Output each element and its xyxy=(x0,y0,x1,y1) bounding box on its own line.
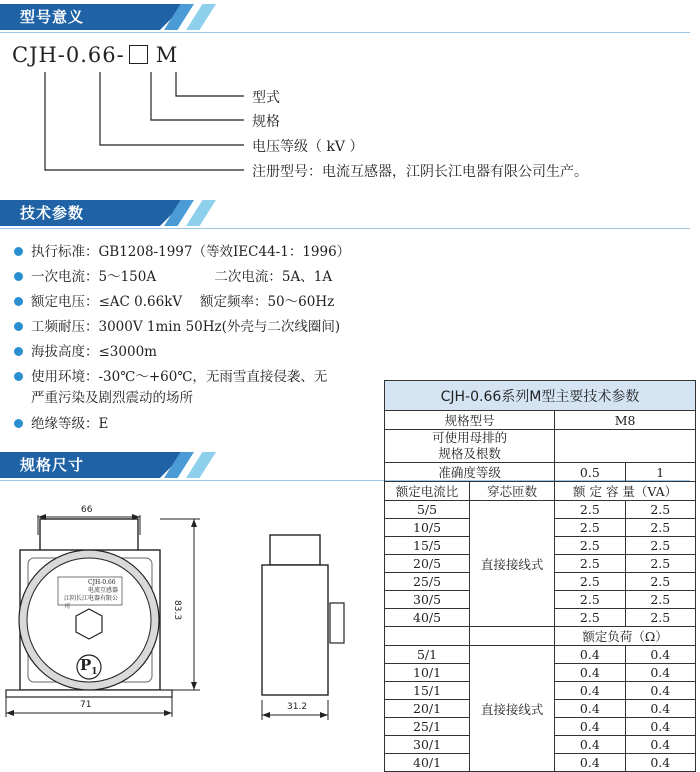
label-spec: 规格 xyxy=(252,114,280,130)
spec-item: 海拔高度：≤3000m xyxy=(14,340,157,360)
cell: 额定负荷（Ω） xyxy=(555,627,696,646)
cell: 15/1 xyxy=(385,682,470,700)
cell: 2.5 xyxy=(625,609,695,627)
terminal-p1: $P_1$ xyxy=(80,656,98,677)
bullet-icon xyxy=(14,372,23,381)
cell: 0.4 xyxy=(625,736,695,754)
dim-height: 83.3 xyxy=(172,600,182,621)
cell: 0.4 xyxy=(625,718,695,736)
cell: 规格型号 xyxy=(385,411,555,430)
spec-item: 额定电压：≤AC 0.66kV 额定频率：50～60Hz xyxy=(14,290,334,310)
model-prefix: CJH-0.66- xyxy=(12,43,125,67)
cell: 0.4 xyxy=(555,664,625,682)
cell: 25/5 xyxy=(385,573,470,591)
cell: 10/5 xyxy=(385,519,470,537)
cell: 40/5 xyxy=(385,609,470,627)
cell: 2.5 xyxy=(625,573,695,591)
spec-item: 使用环境：-30℃～+60℃，无雨雪直接侵袭、无 xyxy=(14,365,327,385)
label-type: 型式 xyxy=(252,90,280,106)
section-header-tech xyxy=(0,200,232,226)
cell: 20/1 xyxy=(385,700,470,718)
cell: 可使用母排的 规格及根数 xyxy=(385,430,555,463)
cell: 0.4 xyxy=(555,646,625,664)
cell: 2.5 xyxy=(625,501,695,519)
cell: 0.4 xyxy=(625,700,695,718)
spec-item: 绝缘等级：E xyxy=(14,412,108,432)
cell: 2.5 xyxy=(625,555,695,573)
cell: 5/1 xyxy=(385,646,470,664)
cell: 30/1 xyxy=(385,736,470,754)
cell xyxy=(470,627,555,646)
cell: 0.4 xyxy=(555,736,625,754)
spec-item: 一次电流：5～150A 二次电流：5A、1A xyxy=(14,265,332,285)
spec-item: 工频耐压：3000V 1min 50Hz(外壳与二次线圈间) xyxy=(14,315,340,335)
cell: 5/5 xyxy=(385,501,470,519)
cell xyxy=(385,627,470,646)
cell: 0.4 xyxy=(555,700,625,718)
cell: M8 xyxy=(555,411,696,430)
table-title: CJH-0.66系列M型主要技术参数 xyxy=(385,381,696,411)
cell: 0.4 xyxy=(625,754,695,772)
cell: 0.4 xyxy=(555,682,625,700)
cell: 2.5 xyxy=(555,537,625,555)
bullet-icon xyxy=(14,322,23,331)
cell: 0.4 xyxy=(625,664,695,682)
cell: 40/1 xyxy=(385,754,470,772)
tech-table xyxy=(384,380,696,772)
section-header-size xyxy=(0,452,232,478)
cell: 0.4 xyxy=(625,682,695,700)
spec-item-continuation: 严重污染及剧烈震动的场所 xyxy=(31,390,193,406)
bullet-icon xyxy=(14,419,23,428)
cell: 准确度等级 xyxy=(385,463,555,482)
cell: 2.5 xyxy=(555,555,625,573)
cell: 0.4 xyxy=(555,718,625,736)
cell: 额定电流比 xyxy=(385,482,470,501)
cell: 0.4 xyxy=(625,646,695,664)
model-suffix: M xyxy=(155,43,179,67)
cell: 额 定 容 量（VA） xyxy=(555,482,696,501)
bullet-icon xyxy=(14,297,23,306)
cell: 15/5 xyxy=(385,537,470,555)
spec-item: 执行标准：GB1208-1997（等效IEC44-1：1996） xyxy=(14,240,350,260)
cell: 2.5 xyxy=(625,519,695,537)
bullet-icon xyxy=(14,347,23,356)
cell: 2.5 xyxy=(555,501,625,519)
bullet-icon xyxy=(14,272,23,281)
cell: 0.4 xyxy=(555,754,625,772)
cell: 25/1 xyxy=(385,718,470,736)
cell: 2.5 xyxy=(625,537,695,555)
bullet-icon xyxy=(14,247,23,256)
cell: 10/1 xyxy=(385,664,470,682)
cell: 2.5 xyxy=(555,591,625,609)
cell: 30/5 xyxy=(385,591,470,609)
dim-side-width: 31.2 xyxy=(287,702,308,712)
cell: 直接接线式 xyxy=(470,501,555,627)
cell: 2.5 xyxy=(555,573,625,591)
section-title: 规格尺寸 xyxy=(20,456,85,474)
label-voltage: 电压等级（ kV ） xyxy=(252,139,364,155)
section-title: 型号意义 xyxy=(20,8,85,26)
section-title: 技术参数 xyxy=(20,204,85,222)
dim-bottom-width: 71 xyxy=(80,700,92,710)
dimension-drawing xyxy=(0,495,380,772)
label-registered: 注册型号：电流互感器，江阴长江电器有限公司生产。 xyxy=(252,164,588,180)
cell: 穿芯匝数 xyxy=(470,482,555,501)
dim-top-width: 66 xyxy=(81,505,93,515)
cell: 直接接线式 xyxy=(470,646,555,772)
cell: 1 xyxy=(625,463,695,482)
nameplate: CJH-0.66 电流互感器 江阴长江电器有限公司 xyxy=(64,579,119,610)
cell xyxy=(555,430,696,463)
cell: 2.5 xyxy=(555,609,625,627)
cell: 20/5 xyxy=(385,555,470,573)
cell: 2.5 xyxy=(555,519,625,537)
cell: 0.5 xyxy=(555,463,625,482)
cell: 2.5 xyxy=(625,591,695,609)
